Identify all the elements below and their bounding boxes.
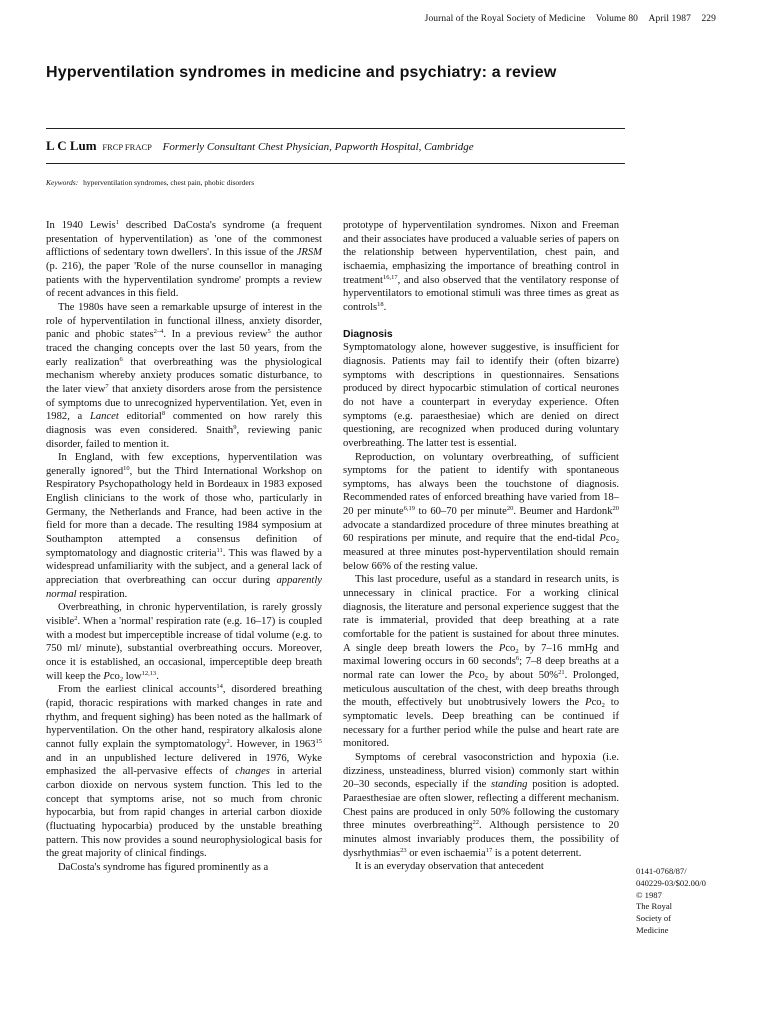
body-column-left [46,219,322,875]
sidenote-line: 040229-03/$02.00/0 [636,877,706,888]
body-column-right [343,219,619,874]
page-number: 229 [701,14,716,24]
paragraph: In 1940 Lewis$^1$ described DaCosta's syndrome (a frequent presentation of hyperventilation) as 'one of the commonest afflictions of sedentary town dwellers'. In this issue of the JRSM (p. 216), the paper 'Role of the nurse counsellor in managing patients with the hyperventilation syndrome' prompts a review of recent advances in this field. [46,219,323,300]
sidenote-line: Medicine [636,924,669,935]
paragraph: Reproduction, on voluntary overbreathing, of sufficient symptoms for the patient to identify with spontaneous symptoms, has always been the touchstone of diagnosis. Recommended rates of enforced breathing have varied from 18–20 per minute$^{6,19}$ to 60–70 per minute$^{20}$. Beumer and Hardonk$^{20}$ advocate a standardized procedure of three minutes breathing at 60 respirations per minute, and require that the end-tidal Pco$_2$ measured at three minutes post-hyperventilation should remain below 66% of the resting value. [343,451,619,572]
article-title: Hyperventilation syndromes in medicine and psychiatry: a review [46,64,557,81]
keywords-text: hyperventilation syndromes, chest pain, phobic disorders [83,178,255,187]
author-affiliation: Formerly Consultant Chest Physician, Papworth Hospital, Cambridge [162,141,474,153]
volume: Volume 80 [595,14,639,24]
issue-date: April 1987 [648,14,691,24]
sidenote-line: 0141-0768/87/ [636,866,687,876]
paragraph: prototype of hyperventilation syndromes. Nixon and Freeman and their associates have produced a valuable series of papers on the relationship between hyperventilation, chest pain, and ischaemia, emphasizing the importance of breathing control in treatment$^{16,17}$, and also observed that the ventilatory response of hyperventilators to emotional stimuli was three times as great as controls$^{18}$. [343,220,619,313]
sidenote-line: Society of [636,913,672,924]
paragraph: In England, with few exceptions, hyperventilation was generally ignored$^{10}$, but the Third International Workshop on Respiratory Psychopathology held in Bordeaux in 1983 exposed English clinicians to the work of those who, particularly in Germany, the Netherlands and France, had been active in the field for more than a decade. The resulting 1984 symposium at Southampton attempted a consensus definition of symptomatology and diagnostic criteria$^{11}$. This was flawed by a widespread unfamiliarity with the subject, and a general lack of appreciation that overbreathing can occur during apparently normal respiration. [46,452,322,600]
author-name: L C Lum [46,138,97,153]
sidenote-line: © 1987 [636,889,662,900]
keywords [46,178,625,187]
keywords-label: Keywords: [46,178,79,187]
sidenote-line: The Royal [636,901,673,912]
section-heading-diagnosis: Diagnosis [343,328,393,340]
copyright-sidenote [636,866,736,937]
paragraph: This last procedure, useful as a standard in research units, is unnecessary in clinical practice. For a working clinical diagnosis, the literature and personal experience suggest that the rate is immaterial, provided that deep breathing at a rate comfortable for the patient is sustained for about three minutes. A single deep breath lowers the Pco$_2$ by 7–16 mmHg and maximal lowering occurs in 60 seconds$^6$; 7–8 deep breaths at a normal rate can lower the Pco$_2$ by about 50%$^{21}$. Prolonged, meticulous auscultation of the chest, with deep breaths through the mouth, effectively but unobtrusively lowers the Pco$_2$ to symptomatic levels. Deep breathing can be continued if necessary for a further period while the pulse and heart rate are monitored. [343,574,619,750]
paragraph: Symptomatology alone, however suggestive, is insufficient for diagnosis. Patients may fail to identify their (often bizarre) symptoms with descriptions in questionnaires. Sensations produced by direct hypocarbic stimulation of cortical neurones do not have a counterpart in everyday experience. Often symptoms (e.g. paraesthesiae) which are denied on direct questioning, are recognized when produced during voluntary overbreathing. The latter test is essential. [343,342,619,449]
journal-name: Journal of the Royal Society of Medicine [424,14,586,24]
paragraph: Overbreathing, in chronic hyperventilation, is rarely grossly visible$^2$. When a 'normal' respiration rate (e.g. 16–17) is coupled with a modest but imperceptible increase of tidal volume (e.g. to 750 ml/ minute), substantial overbreathing occurs. Moreover, once it is established, an occasional, imperceptible deep breath will keep the Pco$_2$ low$^{12,13}$. [46,602,322,683]
author-qualifications: FRCP FRACP [102,142,152,152]
paragraph: From the earliest clinical accounts$^{14}$, disordered breathing (rapid, thoracic respirations with marked changes in rate and rhythm, and frequent sighing) has been noted as the hallmark of hyperventilation. On the other hand, respiratory alkalosis alone cannot fully explain the symptomatology$^2$. However, in 1963$^{15}$ and in an unpublished lecture delivered in 1976, Wyke emphasized the all-pervasive effects of changes in arterial carbon dioxide on nervous system function. This led to the concept that symptoms arise, not so much from chronic hypocarbia, but from rapid changes in arterial carbon dioxide (fluctuating hypocarbia) produced by the unstable breathing pattern. This now provides a sound neurophysiological basis for the great majority of clinical findings. [46,683,323,860]
running-head [417,14,716,24]
title-rule-bottom [46,163,625,164]
paragraph: Symptoms of cerebral vasoconstriction and hypoxia (i.e. dizziness, unsteadiness, blurred vision) commonly start within 20–30 seconds, especially if the standing position is adopted. Paraesthesiae are often slower, reflecting a different mechanism. Chest pains are produced in only 50% following the customary three minutes overbreathing$^{22}$. Although persistence to 20 minutes almost invariably produces them, the possibility of dysrhythmias$^{23}$ or even ischaemia$^{17}$ is a potent deterrent. [343,751,620,859]
paragraph: DaCosta's syndrome has figured prominently as a [58,861,269,873]
paragraph: The 1980s have seen a remarkable upsurge of interest in the role of hyperventilation in functional illness, anxiety disorder, panic and phobic states$^{2-4}$. In a previous review$^5$ the author traced the changing concepts over the last 50 years, from the early realization$^6$ that overbreathing was the physiological mechanism whereby anxiety produces somatic disturbance, to the later view$^7$ that anxiety disorders arose from the persistence of symptoms due to unrecognized hyperventilation. Yet, even in 1982, a Lancet editorial$^8$ commented on how rarely this diagnosis was even considered. Snaith$^9$, reviewing panic disorder, failed to mention it. [46,301,323,450]
author-line [46,138,625,154]
paragraph: It is an everyday observation that antecedent [355,861,544,873]
title-rule-top [46,128,625,129]
